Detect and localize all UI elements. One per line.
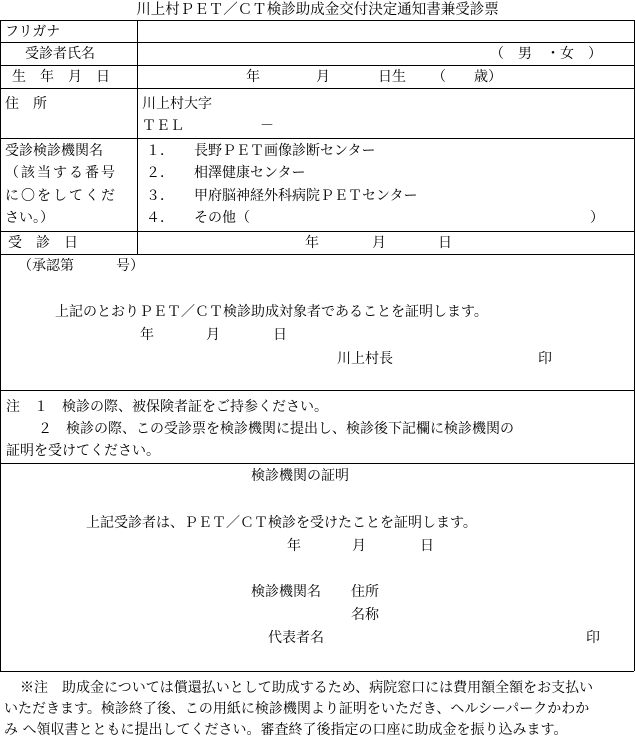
option-3-name: 甲府脳神経外科病院ＰＥＴセンター bbox=[194, 188, 418, 204]
exam-day-unit: 日 bbox=[438, 235, 452, 251]
institution-name-label: 検診機関名 bbox=[251, 584, 321, 600]
name-field[interactable] bbox=[138, 43, 478, 65]
approval-month-unit: 月 bbox=[206, 327, 220, 343]
representative-label: 代表者名 bbox=[268, 630, 324, 646]
furigana-field[interactable] bbox=[138, 21, 633, 42]
footer-line-3: み へ領収書とともに提出してください。審査終了後指定の口座に助成金を振り込みます。 bbox=[4, 722, 568, 738]
certificate-month-unit: 月 bbox=[352, 538, 366, 554]
birth-year-unit: 年 bbox=[246, 69, 260, 85]
exam-year-unit: 年 bbox=[305, 235, 319, 251]
footer-line-2: いただきます。検診終了後、この用紙に検診機関より証明をいただき、ヘルシーパークかわか bbox=[4, 701, 590, 717]
certificate-year-unit: 年 bbox=[287, 538, 301, 554]
footer-line-1: ※注 助成金については償還払いとして助成するため、病院窓口には費用額全額をお支払い bbox=[20, 680, 594, 696]
note-line-1: 注 １ 検診の際、被保険者証をご持参ください。 bbox=[6, 399, 328, 415]
birth-day-unit: 日生 bbox=[378, 69, 406, 85]
approval-year-unit: 年 bbox=[140, 327, 154, 343]
note-line-3: 証明を受けてください。 bbox=[6, 443, 160, 459]
gender-select[interactable]: （ 男 ・女 ） bbox=[490, 46, 602, 62]
approval-statement: 上記のとおりＰＥＴ／ＣＴ検診助成対象者であることを証明します。 bbox=[55, 304, 488, 320]
tel-label: ＴＥＬ bbox=[142, 118, 184, 134]
address-label: 住 所 bbox=[5, 96, 47, 112]
address-village: 川上村大字 bbox=[142, 96, 212, 112]
option-1-number[interactable]: １． bbox=[146, 143, 174, 159]
birth-month-unit: 月 bbox=[316, 69, 330, 85]
option-2-number[interactable]: ２． bbox=[146, 165, 174, 181]
age-field[interactable]: （ 歳） bbox=[432, 69, 502, 85]
institution-label-2: （該当する番号 bbox=[5, 165, 117, 181]
institution-label-4: さい。） bbox=[5, 210, 54, 226]
furigana-label: フリガナ bbox=[5, 24, 61, 40]
approval-number: （承認第 号） bbox=[18, 258, 144, 274]
document-title: 川上村ＰＥＴ／ＣＴ検診助成金交付決定通知書兼受診票 bbox=[136, 2, 499, 18]
option-2-name: 相澤健康センター bbox=[194, 165, 306, 181]
note-line-2: ２ 検診の際、この受診票を検診機関に提出し、検診後下記欄に検診機関の bbox=[38, 421, 514, 437]
exam-month-unit: 月 bbox=[372, 235, 386, 251]
certificate-statement: 上記受診者は、ＰＥＴ／ＣＴ検診を受けたことを証明します。 bbox=[86, 515, 477, 531]
option-3-number[interactable]: ３． bbox=[146, 188, 174, 204]
tel-dash: － bbox=[260, 118, 274, 134]
institution-label-3: に〇をしてくだ bbox=[5, 188, 117, 204]
option-4-other-field[interactable] bbox=[275, 208, 585, 228]
certificate-seal: 印 bbox=[586, 630, 600, 646]
institution-title-label: 名称 bbox=[351, 607, 379, 623]
institution-label-1: 受診検診機関名 bbox=[5, 143, 103, 159]
certificate-heading: 検診機関の証明 bbox=[251, 468, 349, 484]
mayor-seal: 印 bbox=[538, 351, 552, 367]
institution-address-label: 住所 bbox=[351, 584, 379, 600]
option-4-name: その他（ bbox=[194, 210, 250, 226]
approval-day-unit: 日 bbox=[273, 327, 287, 343]
option-4-close: ） bbox=[590, 210, 604, 226]
option-1-name: 長野ＰＥＴ画像診断センター bbox=[194, 143, 376, 159]
birthdate-label: 生 年 月 日 bbox=[12, 69, 110, 85]
name-label: 受診者氏名 bbox=[25, 46, 95, 62]
certificate-day-unit: 日 bbox=[420, 538, 434, 554]
exam-date-label: 受 診 日 bbox=[8, 235, 78, 251]
mayor-title: 川上村長 bbox=[337, 351, 393, 367]
option-4-number[interactable]: ４． bbox=[146, 210, 174, 226]
